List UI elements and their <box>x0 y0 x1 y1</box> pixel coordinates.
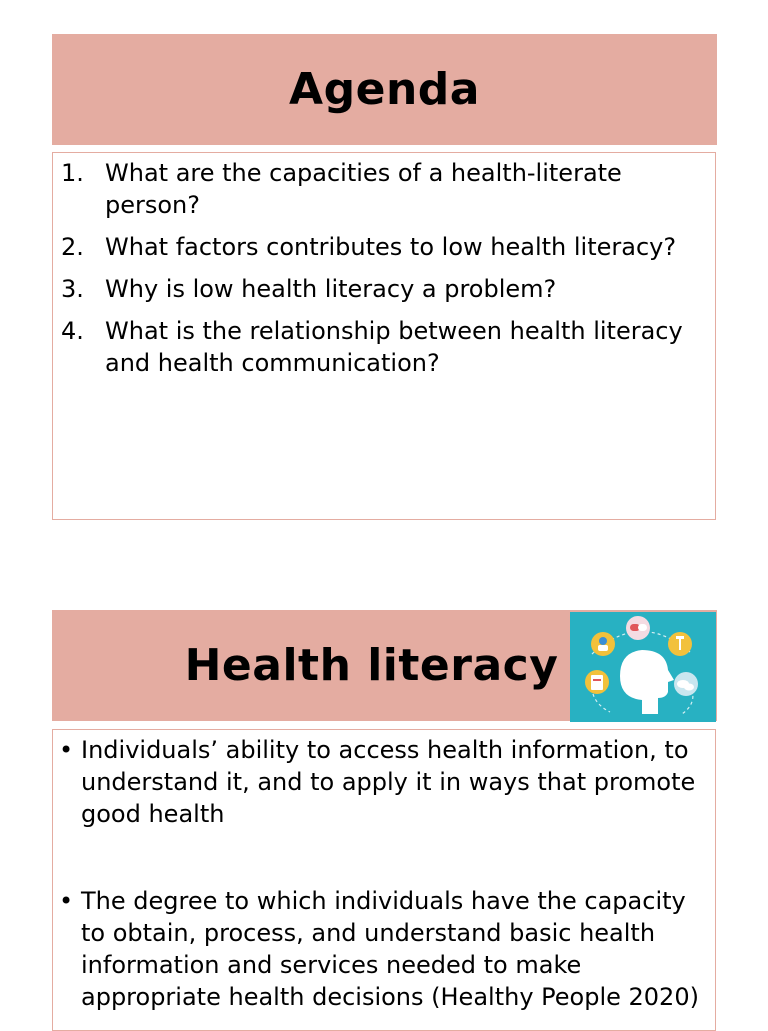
agenda-item-text: What factors contributes to low health literacy? <box>105 233 677 261</box>
agenda-item-number: 4. <box>61 317 84 345</box>
agenda-item-number: 1. <box>61 159 84 187</box>
thermometer-icon <box>668 632 692 656</box>
agenda-item <box>53 315 715 379</box>
agenda-item-number: 2. <box>61 233 84 261</box>
agenda-item <box>53 231 715 263</box>
head-silhouette-icon <box>620 650 674 714</box>
definition-bullet <box>53 885 715 1013</box>
definition-list <box>53 734 715 1013</box>
agenda-item-text: What are the capacities of a health-literate person? <box>105 159 622 219</box>
doctor-icon <box>591 632 615 656</box>
definition-bullet <box>53 734 715 830</box>
health-literacy-illustration <box>570 612 716 722</box>
health-literacy-content-box <box>52 729 716 1031</box>
bullet-icon: • <box>59 736 74 764</box>
agenda-item-number: 3. <box>61 275 84 303</box>
agenda-item <box>53 273 715 305</box>
agenda-item-text: What is the relationship between health literacy and health communication? <box>105 317 683 377</box>
definition-text: The degree to which individuals have the capacity to obtain, process, and understand basic health information and services needed to make appropriate health decisions (Healthy People 2020) <box>81 887 699 1011</box>
bullet-icon: • <box>59 887 74 915</box>
speech-bubble-icon <box>674 672 698 696</box>
pills-icon <box>626 616 650 640</box>
agenda-item <box>53 157 715 221</box>
definition-text: Individuals’ ability to access health information, to understand it, and to apply it in ways that promote good health <box>81 736 696 828</box>
agenda-content-box <box>52 152 716 520</box>
agenda-list <box>53 157 715 379</box>
agenda-title-bar <box>52 34 717 145</box>
health-literacy-title: Health literacy <box>184 640 559 691</box>
agenda-item-text: Why is low health literacy a problem? <box>105 275 557 303</box>
agenda-title: Agenda <box>289 64 480 115</box>
clipboard-icon <box>585 670 609 694</box>
